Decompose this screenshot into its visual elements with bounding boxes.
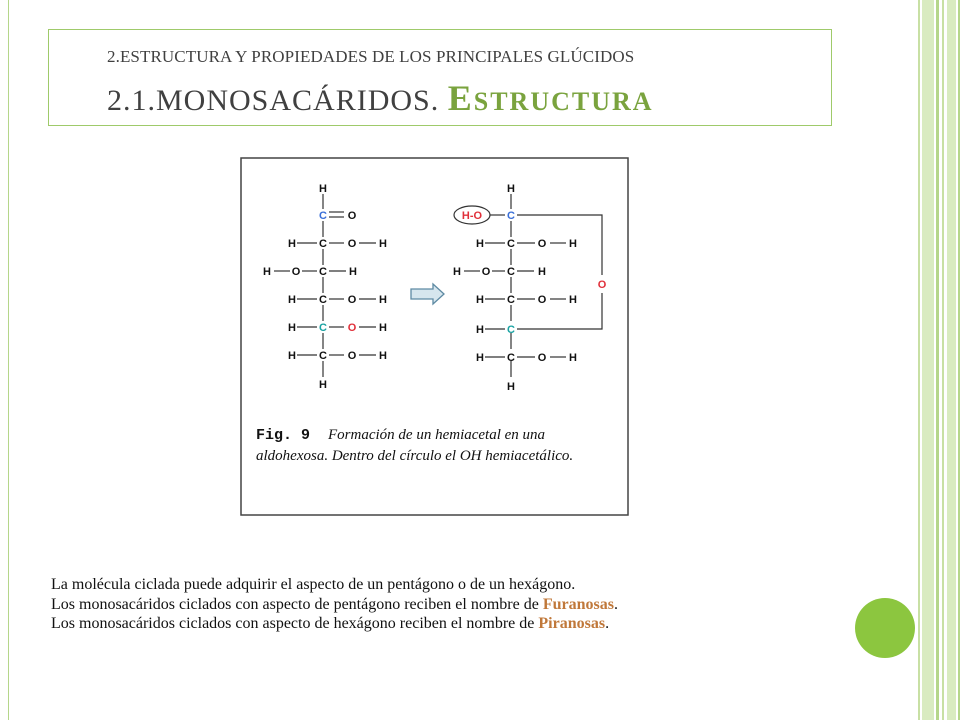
figure-label: Fig. 9 [256, 427, 311, 444]
atom-o: O [481, 266, 491, 278]
atom-h: H [507, 183, 515, 195]
atom-c: C [507, 210, 515, 222]
atom-h: H [288, 294, 296, 306]
atom-h: H [507, 381, 515, 393]
atom-h: H [379, 350, 387, 362]
body-line-2 [51, 595, 618, 615]
atom-o: O [537, 238, 547, 250]
atom-h: H [569, 352, 577, 364]
left-decorative-rule [8, 0, 9, 720]
atom-ring-o: O [597, 279, 607, 291]
slide-title-accent-initial: E [447, 78, 474, 118]
open-chain-atoms [263, 183, 387, 391]
atom-c: C [507, 266, 515, 278]
atom-o: O [347, 350, 357, 362]
atom-h: H [569, 294, 577, 306]
atom-h: H [476, 324, 484, 336]
atom-c: C [507, 352, 515, 364]
atom-o: O [347, 238, 357, 250]
slide-title [107, 77, 654, 119]
atom-h: H [476, 294, 484, 306]
atom-hydroxyl: H-O [461, 210, 483, 222]
atom-c: C [319, 266, 327, 278]
body-line-2-text: Los monosacáridos ciclados con aspecto de pentágono reciben el nombre de [51, 595, 543, 613]
slide-title-prefix: 2.1.MONOSACÁRIDOS. [107, 84, 448, 117]
atom-h: H [288, 322, 296, 334]
body-line-3-text: Los monosacáridos ciclados con aspecto de hexágono reciben el nombre de [51, 615, 539, 632]
body-line-3-end: . [605, 615, 610, 632]
atom-h: H [319, 379, 327, 391]
atom-h: H [319, 183, 327, 195]
body-text [51, 575, 618, 634]
atom-c: C [319, 322, 327, 334]
term-piranosas: Piranosas [538, 615, 606, 632]
atom-h: H [476, 238, 484, 250]
atom-c: C [319, 238, 327, 250]
body-line-1: La molécula ciclada puede adquirir el aspecto de un pentágono o de un hexágono. [51, 576, 576, 593]
atom-c: C [319, 294, 327, 306]
slide-subtitle: 2.ESTRUCTURA Y PROPIEDADES DE LOS PRINCIPALES GLÚCIDOS [107, 47, 635, 66]
atom-h: H [453, 266, 461, 278]
atom-o: O [537, 352, 547, 364]
term-furanosas: Furanosas [542, 595, 614, 613]
atom-c: C [507, 238, 515, 250]
body-line-2-end: . [613, 595, 618, 613]
figure-caption [256, 425, 616, 467]
atom-h: H [288, 238, 296, 250]
atom-c: C [507, 294, 515, 306]
atom-h: H [476, 352, 484, 364]
atom-h: H [288, 350, 296, 362]
atom-c: C [319, 350, 327, 362]
atom-o: O [347, 294, 357, 306]
atom-h: H [263, 266, 271, 278]
reaction-arrow-icon [411, 284, 444, 304]
atom-h: H [349, 266, 357, 278]
title-box [48, 29, 832, 126]
atom-o: O [347, 322, 357, 334]
atom-h: H [379, 322, 387, 334]
figure-caption-text: Formación de un hemiacetal en una aldohexosa. Dentro del círculo el OH hemiacetálico. [256, 427, 574, 464]
atom-c: C [319, 210, 327, 222]
atom-o: O [537, 294, 547, 306]
atom-o: O [347, 210, 357, 222]
atom-h: H [379, 294, 387, 306]
atom-h: H [538, 266, 546, 278]
atom-h: H [379, 238, 387, 250]
right-decorative-stripes [918, 0, 960, 720]
decorative-green-circle [855, 598, 915, 658]
atom-h: H [569, 238, 577, 250]
atom-o: O [291, 266, 301, 278]
body-line-3 [51, 614, 618, 634]
atom-c: C [507, 324, 515, 336]
hemiacetal-figure [240, 157, 630, 517]
slide-title-accent-rest: STRUCTURA [473, 87, 654, 116]
